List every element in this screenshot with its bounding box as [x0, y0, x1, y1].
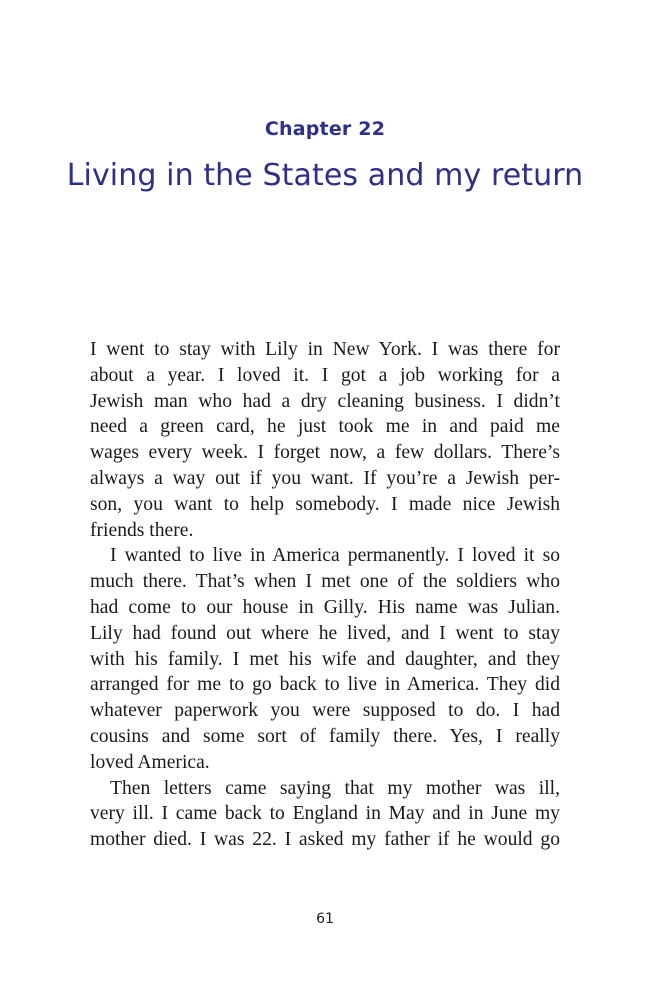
chapter-title: Living in the States and my return	[66, 158, 584, 193]
text-line: need a green card, he just took me in and paid me	[90, 416, 560, 438]
text-line: always a way out if you want. If you’re a Jewish per-	[90, 467, 560, 489]
text-line: loved America.	[90, 751, 210, 773]
text-line: Then letters came saying that my mother was ill,	[110, 777, 560, 799]
text-line: whatever paperwork you were supposed to do. I had	[90, 700, 560, 722]
paragraph-1	[90, 337, 560, 543]
text-line: arranged for me to go back to live in America. They did	[90, 674, 560, 696]
text-line: I wanted to live in America permanently. I loved it so	[110, 545, 560, 567]
text-line: wages every week. I forget now, a few dollars. There’s	[90, 442, 560, 464]
text-line: son, you want to help somebody. I made nice Jewish	[90, 493, 560, 515]
text-line: about a year. I loved it. I got a job working for a	[90, 364, 560, 386]
text-line: Jewish man who had a dry cleaning business. I didn’t	[90, 390, 560, 412]
text-line: I went to stay with Lily in New York. I was there for	[90, 339, 560, 360]
text-line: friends there.	[90, 519, 194, 541]
text-line: had come to our house in Gilly. His name was Julian.	[90, 596, 560, 618]
text-line: with his family. I met his wife and daughter, and they	[90, 648, 560, 670]
text-line: cousins and some sort of family there. Yes, I really	[90, 725, 560, 747]
text-line: very ill. I came back to England in May and in June my	[90, 803, 560, 825]
text-line: mother died. I was 22. I asked my father if he would go	[90, 829, 560, 851]
body-text	[90, 337, 560, 853]
page-number: 61	[316, 911, 334, 927]
text-line: much there. That’s when I met one of the soldiers who	[90, 571, 560, 593]
chapter-number: Chapter 22	[264, 118, 386, 140]
paragraph-2	[90, 543, 560, 775]
paragraph-3	[90, 776, 560, 853]
text-line: Lily had found out where he lived, and I went to stay	[90, 622, 560, 644]
